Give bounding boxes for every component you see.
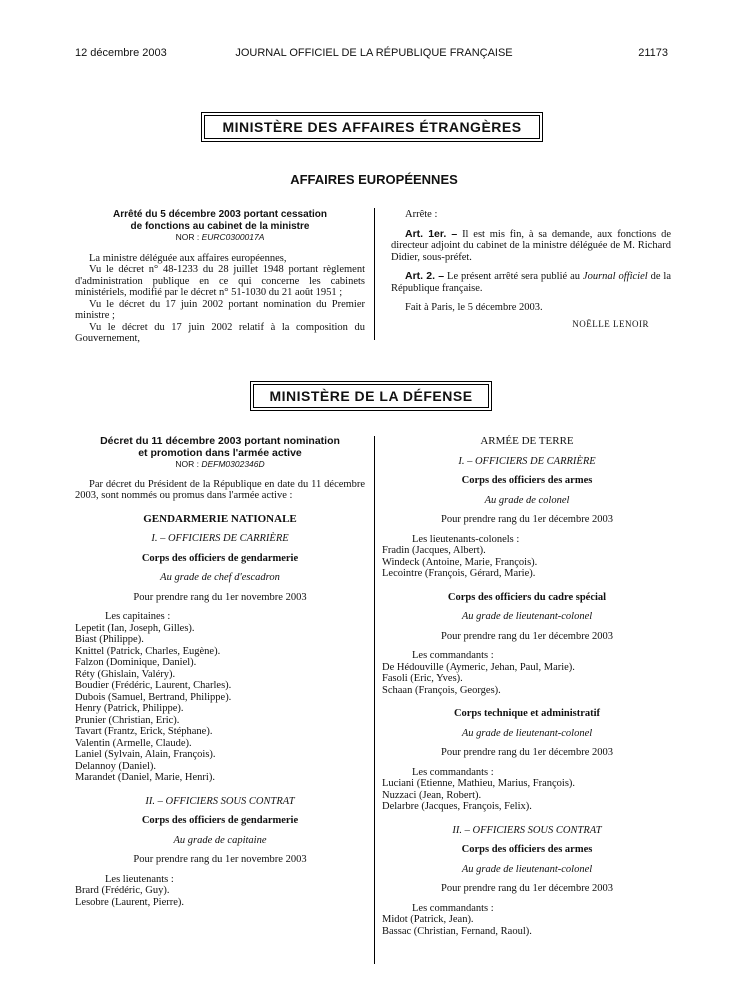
article <box>391 271 671 294</box>
list-item: Prunier (Christian, Eric). <box>75 714 180 726</box>
list-item: Brard (Frédéric, Guy). <box>75 885 170 896</box>
list-item: Lesobre (Laurent, Pierre). <box>75 896 185 908</box>
article-text: Il est mis fin, à sa demande, aux fonctions de directeur adjoint du cabinet de la ministre déléguée de M. Richard Didier, sous-préfet. <box>391 228 671 263</box>
list-item: De Hédouville (Aymeric, Jehan, Paul, Marie). <box>382 661 575 673</box>
part-heading: I. – OFFICIERS DE CARRIÈRE <box>458 455 596 467</box>
signature: NOËLLE LENOIR <box>572 318 649 329</box>
rang-line: Pour prendre rang du 1er décembre 2003 <box>440 883 614 894</box>
header-date: 12 décembre 2003 <box>75 47 167 59</box>
article-label: Art. 2. – <box>405 270 445 282</box>
header-journal-title: JOURNAL OFFICIEL DE LA RÉPUBLIQUE FRANÇAISE <box>235 47 513 59</box>
decree-left-column <box>75 436 365 908</box>
decree-title-line: Arrêté du 5 décembre 2003 portant cessation <box>113 209 327 220</box>
list-item: Réty (Ghislain, Valéry). <box>75 668 176 680</box>
rank-label: Les lieutenants-colonels : <box>412 533 520 545</box>
corps-heading: Corps des officiers de gendarmerie <box>141 815 299 826</box>
list-item: Knittel (Patrick, Charles, Eugène). <box>75 645 221 657</box>
list-item: Nuzzaci (Jean, Robert). <box>382 789 482 801</box>
section-heading: ARMÉE DE TERRE <box>480 435 574 447</box>
corps-heading: Corps des officiers du cadre spécial <box>447 591 607 603</box>
list-item: Marandet (Daniel, Marie, Henri). <box>75 772 215 783</box>
header-page-number: 21173 <box>638 47 668 59</box>
grade-heading: Au grade de lieutenant-colonel <box>461 611 593 622</box>
corps-heading: Corps des officiers de gendarmerie <box>141 552 299 564</box>
rang-line: Pour prendre rang du 1er novembre 2003 <box>133 591 307 603</box>
column-divider <box>374 436 375 964</box>
list-item: Luciani (Etienne, Mathieu, Marius, François). <box>382 778 576 789</box>
list-item: Boudier (Frédéric, Laurent, Charles). <box>75 680 232 691</box>
rank-label: Les commandants : <box>412 766 494 778</box>
decree-title-line: de fonctions au cabinet de la ministre <box>130 220 310 232</box>
rank-label: Les commandants : <box>412 650 494 661</box>
paragraph: Fait à Paris, le 5 décembre 2003. <box>405 302 543 313</box>
article <box>391 229 671 264</box>
list-item: Falzon (Dominique, Daniel). <box>75 657 197 668</box>
decree-title-line: Décret du 11 décembre 2003 portant nomination <box>100 435 340 447</box>
names-list <box>382 914 672 937</box>
decree-right-column <box>382 436 672 937</box>
nor-reference <box>75 459 365 471</box>
decree-left-column <box>75 209 365 345</box>
list-item: Delannoy (Daniel). <box>75 760 157 772</box>
paragraph: La ministre déléguée aux affaires européennes, <box>89 252 287 264</box>
names-list <box>382 545 672 580</box>
rank-label: Les lieutenants : <box>105 873 174 885</box>
ministry-title: MINISTÈRE DE LA DÉFENSE <box>253 384 489 408</box>
decree-title-line: et promotion dans l'armée active <box>138 446 302 459</box>
list-item: Laniel (Sylvain, Alain, François). <box>75 749 216 760</box>
list-item: Henry (Patrick, Philippe). <box>75 703 184 714</box>
rank-label: Les commandants : <box>412 902 494 914</box>
names-list <box>382 778 672 813</box>
nor-reference <box>75 232 365 244</box>
list-item: Midot (Patrick, Jean). <box>382 914 474 925</box>
article-text: Le présent arrêté sera publié au <box>444 271 583 282</box>
nor-label: NOR : <box>175 232 202 242</box>
grade-heading: Au grade de colonel <box>484 494 570 506</box>
list-item: Tavart (Frantz, Erick, Stéphane). <box>75 726 213 737</box>
rang-line: Pour prendre rang du 1er décembre 2003 <box>440 514 614 525</box>
grade-heading: Au grade de lieutenant-colonel <box>461 727 593 739</box>
paragraph: Vu le décret du 17 juin 2002 portant nomination du Premier ministre ; <box>75 298 365 321</box>
part-heading: II. – OFFICIERS SOUS CONTRAT <box>452 824 602 836</box>
ministry-title-box <box>250 381 492 411</box>
list-item: Dubois (Samuel, Bertrand, Philippe). <box>75 691 232 703</box>
decree-right-column <box>391 209 671 330</box>
list-item: Lepetit (Ian, Joseph, Gilles). <box>75 622 195 634</box>
list-item: Schaan (François, Georges). <box>382 684 501 696</box>
corps-heading: Corps des officiers des armes <box>461 844 593 855</box>
corps-heading: Corps des officiers des armes <box>461 475 593 486</box>
grade-heading: Au grade de lieutenant-colonel <box>461 863 593 875</box>
list-item: Biast (Philippe). <box>75 634 144 645</box>
rang-line: Pour prendre rang du 1er novembre 2003 <box>133 854 307 865</box>
section-heading: GENDARMERIE NATIONALE <box>143 512 297 525</box>
article-text: de la République française. <box>391 271 671 294</box>
rang-line: Pour prendre rang du 1er décembre 2003 <box>440 630 614 642</box>
ministry-title: MINISTÈRE DES AFFAIRES ÉTRANGÈRES <box>204 115 540 139</box>
nor-code: DEFM0302346D <box>201 459 265 469</box>
grade-heading: Au grade de chef d'escadron <box>160 572 280 583</box>
rank-label: Les capitaines : <box>105 611 171 622</box>
section-heading: AFFAIRES EUROPÉENNES <box>290 172 458 187</box>
list-item: Delarbre (Jacques, François, Felix). <box>382 801 532 812</box>
grade-heading: Au grade de capitaine <box>173 834 267 846</box>
list-item: Fradin (Jacques, Albert). <box>382 545 486 556</box>
list-item: Bassac (Christian, Fernand, Raoul). <box>382 925 532 937</box>
list-item: Fasoli (Eric, Yves). <box>382 673 463 684</box>
article-label: Art. 1er. – <box>405 227 458 240</box>
nor-label: NOR : <box>175 459 202 469</box>
list-item: Windeck (Antoine, Marie, François). <box>382 556 538 568</box>
paragraph: Arrête : <box>405 209 438 220</box>
column-divider <box>374 208 375 340</box>
names-list <box>382 662 672 697</box>
paragraph: Par décret du Président de la République en date du 11 décembre 2003, sont nommés ou promus dans l'armée active : <box>75 478 365 501</box>
names-list <box>75 885 365 908</box>
list-item: Lecointre (François, Gérard, Marie). <box>382 568 536 579</box>
article-text: Journal officiel <box>582 271 648 282</box>
part-heading: I. – OFFICIERS DE CARRIÈRE <box>151 533 289 544</box>
part-heading: II. – OFFICIERS SOUS CONTRAT <box>145 795 295 807</box>
paragraph: Vu le décret du 17 juin 2002 relatif à la composition du Gouvernement, <box>75 321 365 344</box>
nor-code: EURC0300017A <box>201 232 265 242</box>
corps-heading: Corps technique et administratif <box>453 708 601 719</box>
rang-line: Pour prendre rang du 1er décembre 2003 <box>440 747 614 758</box>
names-list <box>75 623 365 784</box>
list-item: Valentin (Armelle, Claude). <box>75 737 192 749</box>
paragraph: Vu le décret n° 48-1233 du 28 juillet 1948 portant règlement d'administration publique en ce qui concerne les cabinets ministériels, modifié par le décret n° 51-1030 du 21 août 1951 ; <box>75 264 365 298</box>
ministry-title-box <box>201 112 543 142</box>
